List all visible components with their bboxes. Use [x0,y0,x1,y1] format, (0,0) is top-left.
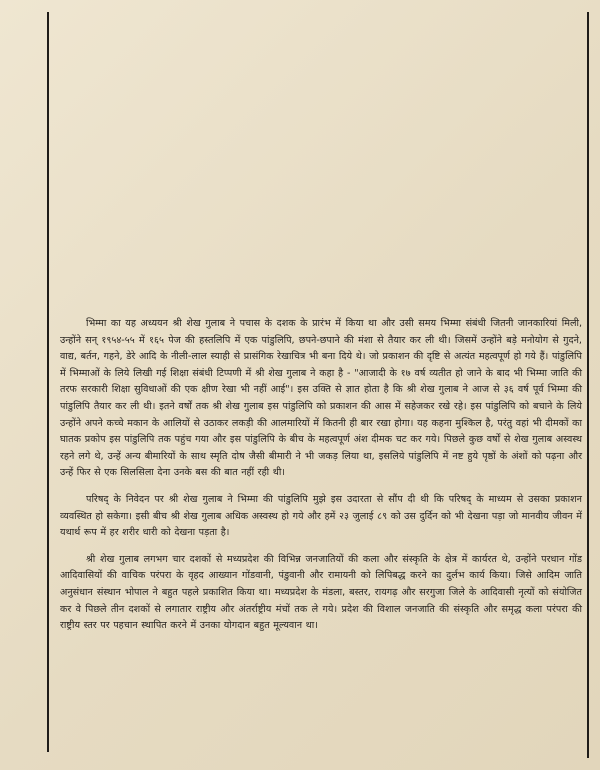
paragraph-parishad-request: परिषद् के निवेदन पर श्री शेख गुलाब ने भिम्मा की पांडुलिपि मुझे इस उदारता से सौंप दी थी कि परिषद् के माध्यम से उसका प्रकाशन व्यवस्थित हो सकेगा। इसी बीच श्री शेख गुलाब अधिक अस्वस्थ हो गये और हमें २३ जुलाई ८९ को उस दुर्दिन को भी देखना पड़ा जो मानवीय जीवन में यथार्थ रूप में हर शरीर धारी को देखना पड़ता है। [60,493,582,539]
body-text [60,316,582,635]
left-margin-rule [47,12,49,752]
paragraph-bhimma-study: भिम्मा का यह अध्ययन श्री शेख गुलाब ने पचास के दशक के प्रारंभ में किया था और उसी समय भिम्मा संबंधी जितनी जानकारियां मिली, उन्होंने सन् १९५४-५५ में १६५ पेज की हस्तलिपि में एक पांडुलिपि, छपने-छपाने की मंशा से तैयार कर ली थी। जिसमें उन्होंने बड़े मनोयोग से गुदने, वाद्य, बर्तन, गहने, डेरे आदि के नीली-लाल स्याही से प्रासंगिक रेखाचित्र भी बना दिये थे। जो प्रकाशन की दृष्टि से अत्यंत महत्वपूर्ण हो गये हैं। पांडुलिपि में भिम्माओं के लिये लिखी गई शिक्षा संबंधी टिप्पणी में श्री शेख गुलाब ने कहा है - "आजादी के १७ वर्ष व्यतीत हो जाने के बाद भी भिम्मा जाति की तरफ सरकारी शिक्षा सुविधाओं की एक क्षीण रेखा भी नहीं आई"। इस उक्ति से ज्ञात होता है कि श्री शेख गुलाब ने आज से ३६ वर्ष पूर्व भिम्मा की पांडुलिपि तैयार कर ली थी। इतने वर्षों तक श्री शेख गुलाब इस पांडुलिपि को प्रकाशन की आस में सहेजकर रखे रहे। इस पांडुलिपि को बचाने के लिये उन्होंने अपने कच्चे मकान के आलियों से उठाकर लकड़ी की आलमारियों में कितनी ही बार रखा होगा। यह कहना मुश्किल है, परंतु वहां भी दीमकों का घातक प्रकोप इस पांडुलिपि तक पहुंच गया और इस पांडुलिपि के बीच के महत्वपूर्ण अंश दीमक चट कर गये। पिछले कुछ वर्षों से शेख गुलाब अस्वस्थ रहने लगे थे, उन्हें अन्य बीमारियों के साथ स्मृति दोष जैसी बीमारी ने भी जकड़ लिया था, इसलिये पांडुलिपि में नष्ट हुये पृष्ठों के अंशों को पढ़ना और उन्हें फिर से एक सिलसिला देना उनके बस की बात नहीं रही थी। [60,318,582,479]
paragraph-shekh-gulab-contribution: श्री शेख गुलाब लगभग चार दशकों से मध्यप्रदेश की विभिन्न जनजातियों की कला और संस्कृति के क्षेत्र में कार्यरत थे, उन्होंने परधान गोंड आदिवासियों की वाचिक परंपरा के वृहद आख्यान गोंडवानी, पंडुवानी और रामायनी को लिपिबद्ध करने का दुर्लभ कार्य किया। जिसे आदिम जाति अनुसंधान संस्थान भोपाल ने बहुत पहले प्रकाशित किया था। मध्यप्रदेश के मंडला, बस्तर, रायगढ़ और सरगुजा जिले के आदिवासी नृत्यों को संयोजित कर वे पिछले तीन दशकों से लगातार राष्ट्रीय और अंतर्राष्ट्रीय मंचों तक ले गये। प्रदेश की विशाल जनजाति की संस्कृति और समृद्ध कला परंपरा की राष्ट्रीय स्तर पर पहचान स्थापित करने में उनका योगदान बहुत मूल्यवान था। [60,553,582,632]
right-margin-rule [587,12,589,758]
